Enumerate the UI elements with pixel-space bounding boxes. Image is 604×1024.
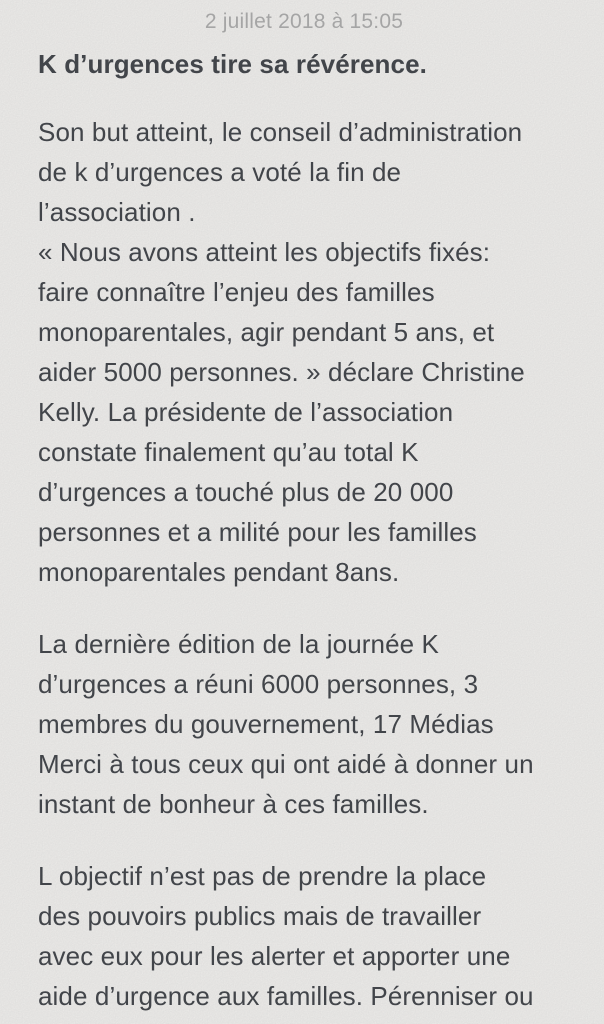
text-line: Kelly. La présidente de l’association — [38, 397, 454, 427]
text-line: Merci à tous ceux qui ont aidé à donner un — [38, 749, 534, 779]
text-line: monoparentales pendant 8ans. — [38, 557, 400, 587]
paragraph — [38, 624, 570, 824]
text-line: « Nous avons atteint les objectifs fixés: — [38, 237, 491, 267]
text-line: d’urgences a réuni 6000 personnes, 3 — [38, 669, 479, 699]
text-line: Son but atteint, le conseil d’administration — [38, 117, 523, 147]
text-line: avec eux pour les alerter et apporter une — [38, 941, 511, 971]
note-timestamp: 2 juillet 2018 à 15:05 — [204, 10, 404, 33]
text-line: faire connaître l’enjeu des familles — [38, 277, 435, 307]
text-line: aide d’urgence aux familles. Pérenniser ou — [38, 981, 534, 1011]
text-line: personnes et a milité pour les familles — [38, 517, 477, 547]
text-line: d’urgences a touché plus de 20 000 — [38, 477, 454, 507]
text-line: La dernière édition de la journée K — [38, 629, 440, 659]
note-editor[interactable] — [38, 48, 570, 1016]
text-line: l’association . — [38, 197, 196, 227]
text-line: L objectif n’est pas de prendre la place — [38, 861, 487, 891]
text-line: membres du gouvernement, 17 Médias — [38, 709, 494, 739]
text-line: des pouvoirs publics mais de travailler — [38, 901, 482, 931]
text-line: instant de bonheur à ces familles. — [38, 789, 429, 819]
note-title: K d’urgences tire sa révérence. — [38, 49, 427, 79]
paragraph — [38, 112, 570, 592]
text-line: aider 5000 personnes. » déclare Christine — [38, 357, 525, 387]
text-line: de k d’urgences a voté la fin de — [38, 157, 402, 187]
paragraph — [38, 856, 570, 1016]
text-line: monoparentales, agir pendant 5 ans, et — [38, 317, 495, 347]
text-line: constate finalement qu’au total K — [38, 437, 419, 467]
